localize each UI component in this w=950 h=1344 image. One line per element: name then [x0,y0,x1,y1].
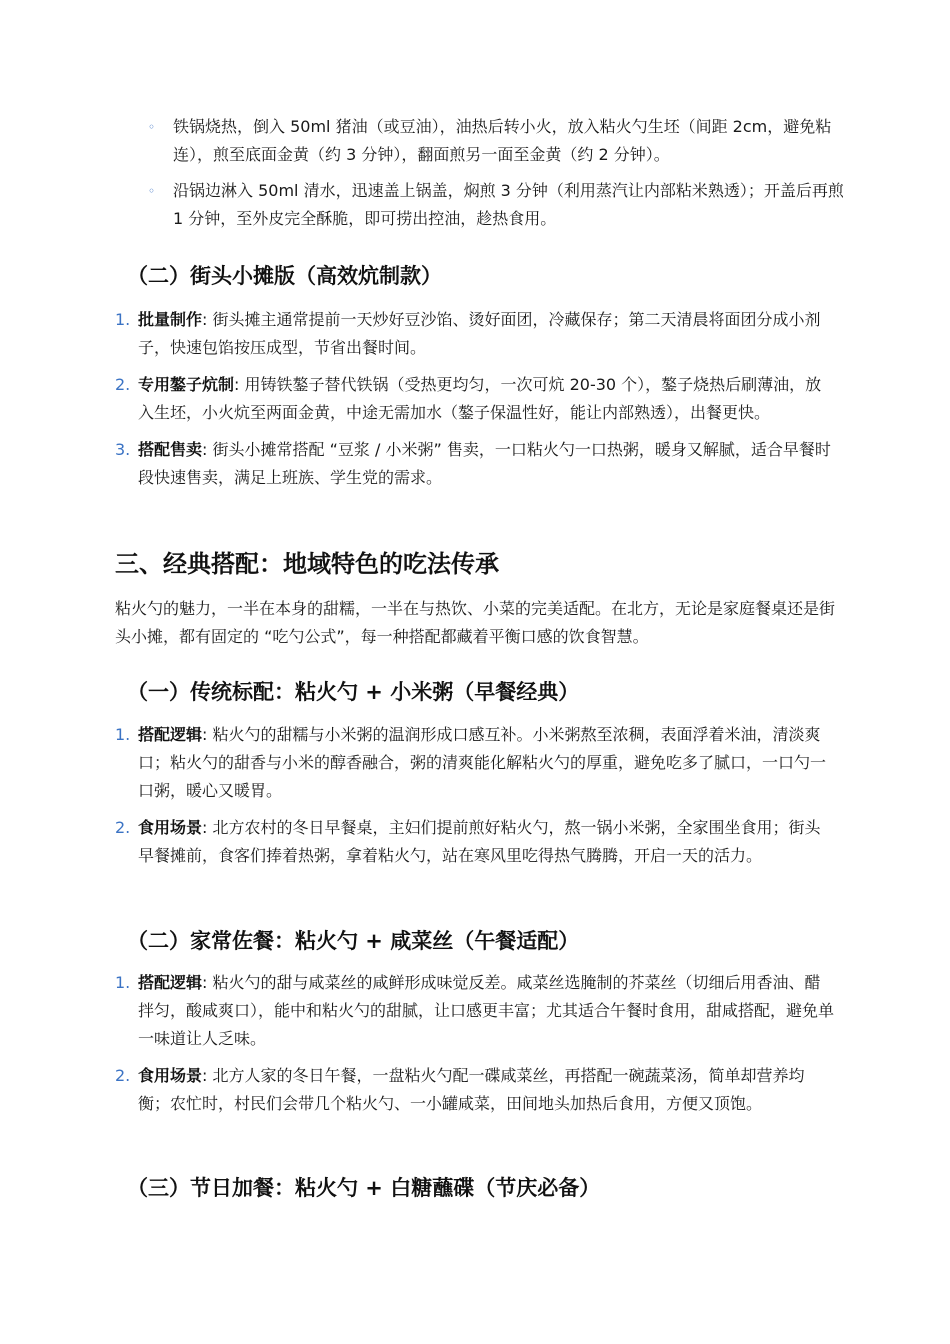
item-separator: : [202,973,213,992]
section-heading-street-stall: （二）街头小摊版（高效炕制款） [127,264,442,288]
street-stall-list [115,306,835,501]
item-label: 搭配逻辑 [138,725,203,744]
item-label: 搭配售卖 [138,440,203,459]
list-number: 1. [115,725,131,744]
list-number: 3. [115,440,131,459]
list-item [115,306,835,362]
frying-steps-list [148,113,848,241]
item-text: 粘火勺的甜糯与小米粥的温润形成口感互补。小米粥熬至浓稠，表面浮着米油，清淡爽口；粘火勺的甜香与小米的醇香融合，粥的清爽能化解粘火勺的厚重，避免吃多了腻口，一口勺一口粥，暖心又暖胃。 [138,725,827,800]
traditional-pairing-list [115,721,835,879]
item-text: 街头摊主通常提前一天炒好豆沙馅、烫好面团，冷藏保存；第二天清晨将面团分成小剂子，快速包馅按压成型，节省出餐时间。 [138,310,821,357]
subsection-heading-festival: （三）节日加餐：粘火勺 + 白糖蘸碟（节庆必备） [127,1176,601,1200]
subsection-heading-home-meal: （二）家常佐餐：粘火勺 + 咸菜丝（午餐适配） [127,929,580,953]
list-item [148,177,848,233]
item-separator: : [202,725,213,744]
list-item [115,371,835,427]
item-label: 食用场景 [138,1066,203,1085]
section-intro-paragraph: 粘火勺的魅力，一半在本身的甜糯，一半在与热饮、小菜的完美适配。在北方，无论是家庭餐桌还是街头小摊，都有固定的 “吃勺公式”，每一种搭配都藏着平衡口感的饮食智慧。 [115,599,836,646]
list-item [115,436,835,492]
list-number: 2. [115,375,131,394]
item-text: 用铸铁鏊子替代铁锅（受热更均匀，一次可炕 20-30 个），鏊子烧热后刷薄油，放入生坯，小火炕至两面金黄，中途无需加水（鏊子保温性好，能让内部熟透），出餐更快。 [138,375,822,422]
bullet-marker: ◦ [148,184,156,198]
item-label: 搭配逻辑 [138,973,203,992]
item-text: 粘火勺的甜与咸菜丝的咸鲜形成味觉反差。咸菜丝选腌制的芥菜丝（切细后用香油、醋拌匀，酸咸爽口），能中和粘火勺的甜腻，让口感更丰富；尤其适合午餐时食用，甜咸搭配，避免单一味道让人乏味。 [138,973,835,1048]
item-separator: : [202,818,213,837]
list-number: 1. [115,310,131,329]
item-text: 北方农村的冬日早餐桌，主妇们提前煎好粘火勺，熬一锅小米粥，全家围坐食用；街头早餐摊前，食客们捧着热粥，拿着粘火勺，站在寒风里吃得热气腾腾，开启一天的活力。 [138,818,821,865]
subsection-heading-traditional: （一）传统标配：粘火勺 + 小米粥（早餐经典） [127,680,580,704]
item-separator: : [202,310,213,329]
list-item [115,969,835,1053]
section-heading-classic-pairings: 三、经典搭配：地域特色的吃法传承 [115,550,499,578]
list-item [148,113,848,169]
item-separator: : [202,440,213,459]
item-label: 批量制作 [138,310,203,329]
item-label: 专用鏊子炕制 [138,375,235,394]
item-label: 食用场景 [138,818,203,837]
list-item-text: 沿锅边淋入 50ml 清水，迅速盖上锅盖，焖煎 3 分钟（利用蒸汽让内部粘米熟透）；开盖后再煎 1 分钟，至外皮完全酥脆，即可捞出控油，趁热食用。 [173,181,844,228]
home-meal-pairing-list [115,969,835,1127]
list-item [115,814,835,870]
item-separator: : [202,1066,213,1085]
list-number: 2. [115,818,131,837]
item-text: 街头小摊常搭配 “豆浆 / 小米粥” 售卖，一口粘火勺一口热粥，暖身又解腻，适合早餐时段快速售卖，满足上班族、学生党的需求。 [138,440,831,487]
list-number: 2. [115,1066,131,1085]
list-number: 1. [115,973,131,992]
list-item [115,1062,835,1118]
list-item-text: 铁锅烧热，倒入 50ml 猪油（或豆油），油热后转小火，放入粘火勺生坯（间距 2cm，避免粘连），煎至底面金黄（约 3 分钟），翻面煎另一面至金黄（约 2 分钟）。 [173,117,832,164]
bullet-marker: ◦ [148,120,156,134]
item-separator: : [234,375,245,394]
item-text: 北方人家的冬日午餐，一盘粘火勺配一碟咸菜丝，再搭配一碗蔬菜汤，简单却营养均衡；农忙时，村民们会带几个粘火勺、一小罐咸菜，田间地头加热后食用，方便又顶饱。 [138,1066,805,1113]
list-item [115,721,835,805]
